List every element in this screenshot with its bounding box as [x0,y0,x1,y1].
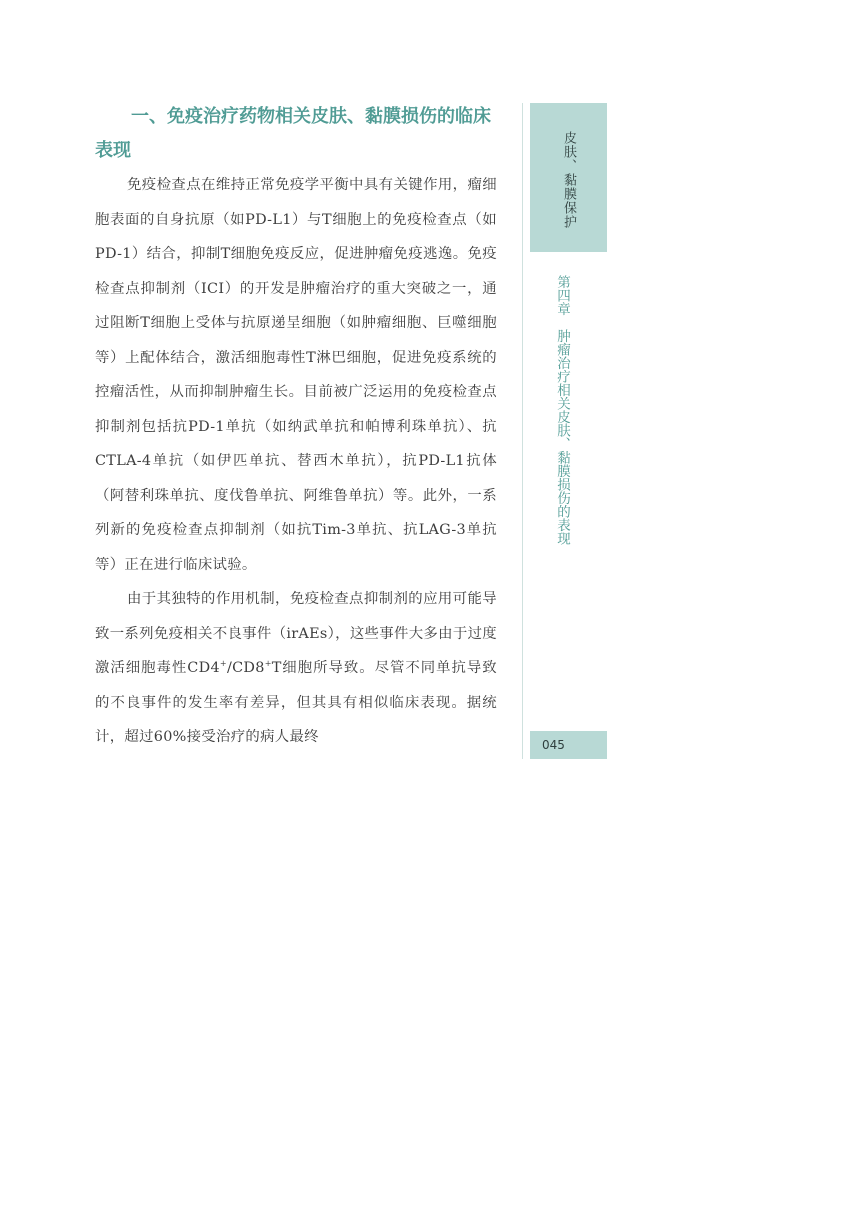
vertical-divider [522,103,523,759]
paragraph-2-text-c: T细胞所导致。尽管不同单抗导致的不良事件的发生率有差异，但其具有相似临床表现。据统计，超过60%接受治疗的病人最终 [95,660,497,745]
superscript-plus-1: + [219,659,227,669]
section-heading: 一、免疫治疗药物相关皮肤、黏膜损伤的临床表现 [95,106,491,161]
section-tab-label: 皮肤、黏膜保护 [561,131,576,229]
page-number-tab [530,731,607,759]
section-tab [530,103,607,252]
body-paragraph-1: 免疫检查点在维持正常免疫学平衡中具有关键作用，瘤细胞表面的自身抗原（如PD-L1）与T细胞上的免疫检查点（如PD-1）结合，抑制T细胞免疫反应，促进肿瘤免疫逃逸。免疫检查点抑制剂（ICI）的开发是肿瘤治疗的重大突破之一，通过阻断T细胞上受体与抗原递呈细胞（如肿瘤细胞、巨噬细胞等）上配体结合，激活细胞毒性T淋巴细胞，促进免疫系统的控瘤活性，从而抑制肿瘤生长。目前被广泛运用的免疫检查点抑制剂包括抗PD-1单抗（如纳武单抗和帕博利珠单抗）、抗CTLA-4单抗（如伊匹单抗、替西木单抗），抗PD-L1抗体（阿替利珠单抗、度伐鲁单抗、阿维鲁单抗）等。此外，一系列新的免疫检查点抑制剂（如抗Tim-3单抗、抗LAG-3单抗等）正在进行临床试验。 [95,177,497,573]
superscript-plus-2: + [264,659,272,669]
page-body [95,100,497,755]
chapter-title-vertical: 第四章 肿瘤治疗相关皮肤、黏膜损伤的表现 [554,275,570,545]
body-paragraph-2 [95,582,497,755]
page-number: 045 [542,738,565,752]
paragraph-2-text-a: 由于其独特的作用机制，免疫检查点抑制剂的应用可能导致一系列免疫相关不良事件（irAEs），这些事件大多由于过度激活细胞毒性CD4 [95,591,497,676]
paragraph-2-text-b: /CD8 [226,660,265,676]
